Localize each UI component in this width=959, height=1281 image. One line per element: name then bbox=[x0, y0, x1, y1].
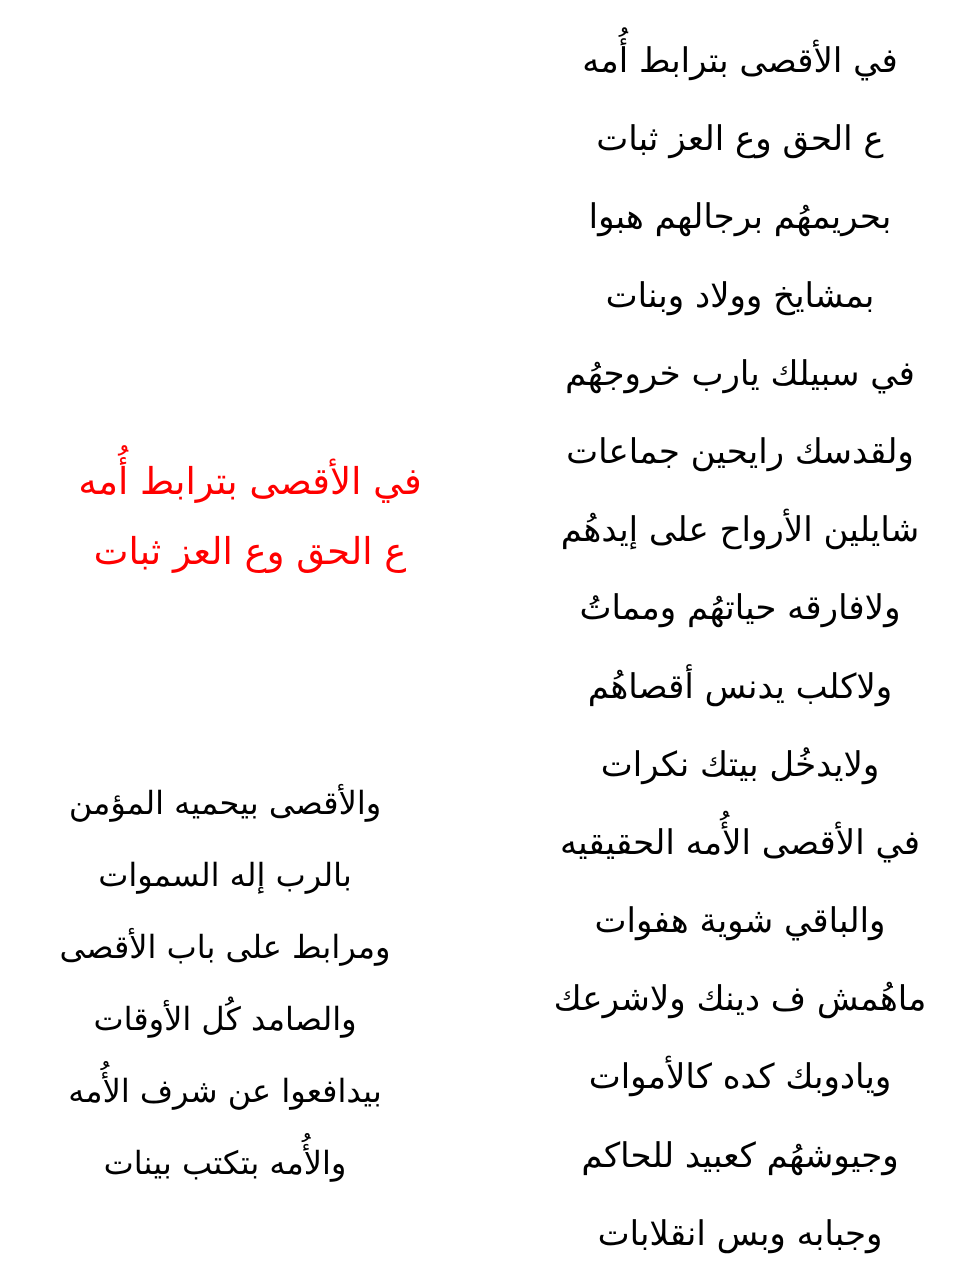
poem-line: ومرابط على باب الأقصى bbox=[59, 928, 391, 966]
chorus-line: ع الحق وع العز ثبات bbox=[93, 530, 407, 573]
poem-line: شايلين الأرواح على إيدهُم bbox=[560, 510, 920, 551]
poem-line: بمشايخ وولاد وبنات bbox=[605, 275, 875, 316]
poem-line: والصامد كُل الأوقات bbox=[93, 1000, 357, 1038]
poem-line: ولقدسك رايحين جماعات bbox=[566, 431, 914, 472]
chorus-block bbox=[40, 450, 460, 590]
poem-line: في الأقصى الأُمه الحقيقيه bbox=[559, 822, 921, 863]
poem-line: ولافارقه حياتهُم ومماتُ bbox=[579, 588, 901, 629]
poem-line: ع الحق وع العز ثبات bbox=[596, 119, 884, 160]
poem-line: ولايدخُل بيتك نكرات bbox=[600, 744, 880, 785]
poem-line: ولاكلب يدنس أقصاهُم bbox=[587, 666, 893, 707]
poem-left-column bbox=[30, 775, 420, 1207]
poem-line: في الأقصى بترابط أُمه bbox=[582, 41, 898, 81]
poem-right-column bbox=[535, 30, 945, 1281]
poem-line: وجبابه وبس انقلابات bbox=[597, 1213, 883, 1254]
poem-line: والباقي شوية هفوات bbox=[594, 901, 886, 942]
poem-line: ويادوبك كده كالأموات bbox=[588, 1057, 892, 1098]
poem-line: وجيوشهُم كعبيد للحاكم bbox=[581, 1135, 899, 1176]
poem-line: بيدافعوا عن شرف الأُمه bbox=[68, 1072, 382, 1110]
poem-line: ماهُمش ف دينك ولاشرعك bbox=[553, 979, 927, 1020]
poem-line: في سبيلك يارب خروجهُم bbox=[565, 353, 915, 394]
poem-line: والأقصى بيحميه المؤمن bbox=[68, 784, 382, 822]
chorus-line: في الأقصى بترابط أُمه bbox=[78, 460, 422, 503]
poem-line: بحريمهُم برجالهم هبوا bbox=[588, 197, 892, 238]
poem-line: والأُمه بتكتب بينات bbox=[103, 1144, 347, 1182]
poem-line: بالرب إله السموات bbox=[98, 856, 352, 894]
